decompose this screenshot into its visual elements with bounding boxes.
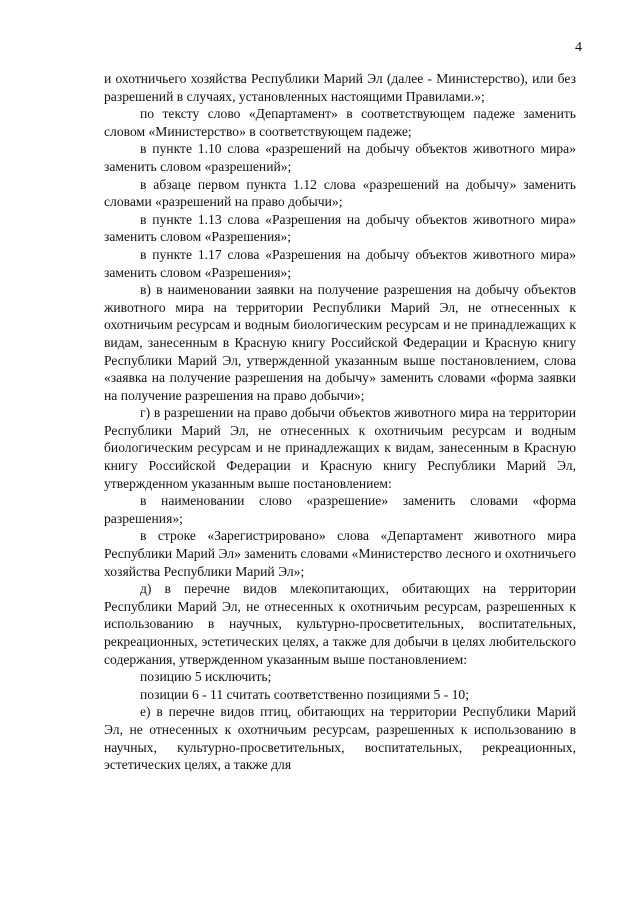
document-body — [104, 70, 576, 774]
paragraph: в пункте 1.13 слова «Разрешения на добычу объектов животного мира» заменить словом «Разрешения»; — [104, 211, 576, 245]
paragraph: в пункте 1.10 слова «разрешений на добычу объектов животного мира» заменить словом «разрешений»; — [104, 141, 576, 174]
paragraph: позицию 5 исключить; — [140, 669, 272, 685]
paragraph: позиции 6 - 11 считать соответственно позициями 5 - 10; — [140, 686, 469, 702]
page-number: 4 — [575, 40, 582, 55]
paragraph: в пункте 1.17 слова «Разрешения на добычу объектов животного мира» заменить словом «Разрешения»; — [104, 246, 576, 280]
paragraph: в абзаце первом пункта 1.12 слова «разрешений на добычу» заменить словами «разрешений на право добычи»; — [104, 176, 576, 210]
paragraph: по тексту слово «Департамент» в соответствующем падеже заменить словом «Министерство» в соответствующем падеже; — [104, 106, 576, 139]
paragraph: в) в наименовании заявки на получение разрешения на добычу объектов животного мира на территории Республики Марий Эл, не отнесенных к охотничьим ресурсам и водным биологическим ресурсам и не принадлежащих к видам, занесенным в Красную книгу Российской Федерации и Красную книгу Республики Марий Эл, утвержденной указанным выше постановлением, слова «заявка на получение разрешения на добычу» заменить словами «форма заявки на получение разрешения на право добычи»; — [104, 282, 576, 403]
paragraph: д) в перечне видов млекопитающих, обитающих на территории Республики Марий Эл, не отнесенных к охотничьим ресурсам, разрешенных к использованию в научных, культурно-просветительных, воспитательных, рекреационных, эстетических целях, а также для добычи в целях любительского содержания, утвержденном указанным выше постановлением: — [104, 581, 576, 667]
paragraph: г) в разрешении на право добычи объектов животного мира на территории Республики Марий Эл, не отнесенных к охотничьим ресурсам и водным биологическим ресурсам и не принадлежащих к видам, занесенным в Красную книгу Российской Федерации и Красную книгу Республики Марий Эл, утвержденном указанным выше постановлением: — [104, 405, 576, 491]
paragraph: в строке «Зарегистрировано» слова «Департамент животного мира Республики Марий Эл» заменить словами «Министерство лесного и охотничьего хозяйства Республики Марий Эл»; — [104, 528, 576, 579]
paragraph: е) в перечне видов птиц, обитающих на территории Республики Марий Эл, не отнесенных к охотничьим ресурсам, разрешенных к использованию в научных, культурно-просветительных, воспитательных, рекреационных, эстетических целях, а также для — [104, 704, 576, 773]
paragraph: в наименовании слово «разрешение» заменить словами «форма разрешения»; — [104, 493, 576, 526]
paragraph: и охотничьего хозяйства Республики Марий Эл (далее - Министерство), или без разрешений в случаях, установленных настоящими Правилами.»; — [104, 71, 576, 104]
